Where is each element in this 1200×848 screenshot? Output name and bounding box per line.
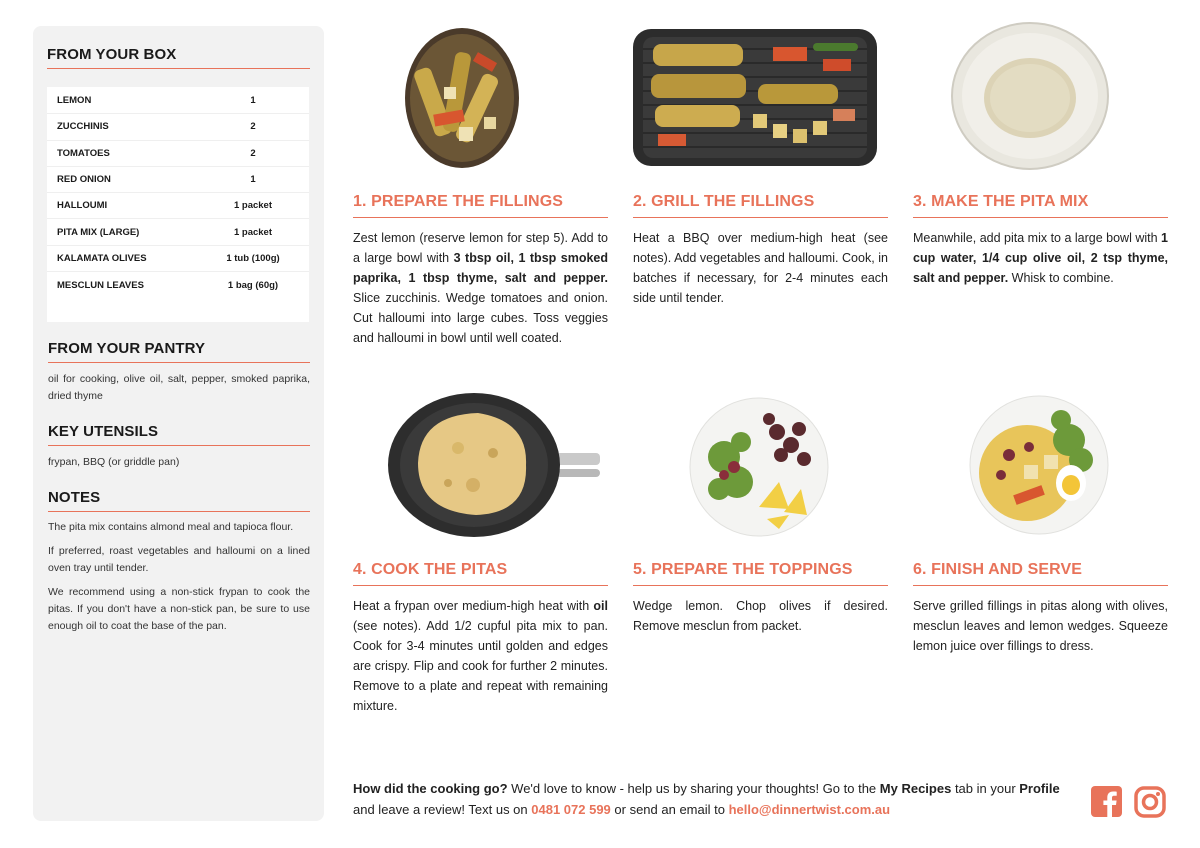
utensils-text: frypan, BBQ (or griddle pan) [48,456,180,468]
ingredient-row [47,193,309,219]
step-4 [353,561,608,716]
ingredient-name: RED ONION [57,174,111,186]
ingredient-row [47,88,309,114]
ingredient-row [47,141,309,167]
step-1 [353,193,608,348]
utensils-section [47,423,310,471]
step-5-photo [689,397,829,537]
ingredient-qty: 2 [250,121,256,133]
facebook-icon[interactable] [1091,786,1122,817]
note-text: We recommend using a non-stick frypan to cook the pitas. If you don't have a non-stick pan, be sure to use enough oil to coat the base of the pan. [48,586,310,632]
step-1-photo [404,27,520,169]
step-2-text: Heat a BBQ over medium-high heat (see notes). Add vegetables and halloumi. Cook, in batches if necessary, for 2-4 minutes each side until tender. [633,231,888,305]
step-6-title: 6. FINISH AND SERVE [913,561,1168,586]
ingredient-name: PITA MIX (LARGE) [57,226,140,238]
pantry-section [47,340,310,405]
step-6-photo [969,395,1109,535]
ingredient-row [47,219,309,245]
step-3-photo [951,22,1110,170]
step-2-title: 2. GRILL THE FILLINGS [633,193,888,218]
ingredient-qty: 1 tub (100g) [226,252,280,264]
ingredient-row [47,246,309,272]
step-1-title: 1. PREPARE THE FILLINGS [353,193,608,218]
step-3 [913,193,1168,288]
ingredient-row [47,114,309,140]
step-2-photo [633,29,877,166]
ingredient-qty: 1 packet [233,226,273,238]
ingredient-name: ZUCCHINIS [57,121,109,133]
step-2 [633,193,888,308]
step-5-title: 5. PREPARE THE TOPPINGS [633,561,888,586]
step-3-text: Meanwhile, add pita mix to a large bowl with 1 cup water, 1/4 cup olive oil, 2 tsp thyme, salt and pepper. Whisk to combine. [913,231,1168,285]
step-4-text: Heat a frypan over medium-high heat with oil (see notes). Add 1/2 cupful pita mix to pan. Cook for 3-4 minutes until golden and edges are crispy. Flip and cook for further 2 minutes. Remove to a plate and repeat with remaining mixture. [353,599,608,713]
instagram-icon[interactable] [1134,786,1166,818]
step-1-text: Zest lemon (reserve lemon for step 5). Add to a large bowl with 3 tbsp oil, 1 tbsp smoked paprika, 1 tbsp thyme, salt and pepper. Slice zucchinis. Wedge tomatoes and onion. Cut halloumi into large cubes. Toss veggies and halloumi in bowl until well coated. [353,231,609,345]
notes-heading: NOTES [48,489,310,512]
step-4-title: 4. COOK THE PITAS [353,561,608,586]
ingredient-qty: 1 bag (60g) [227,279,279,291]
ingredients-table [47,87,309,322]
pantry-heading: FROM YOUR PANTRY [48,340,310,363]
utensils-heading: KEY UTENSILS [48,423,310,446]
feedback-footer: How did the cooking go? We'd love to know - help us by sharing your thoughts! Go to the My Recipes tab in your Profile and leave a review! Text us on 0481 072 599 or send an email to hello@dinnertwist.com.au [353,781,1060,817]
my-recipes-link[interactable]: My Recipes [879,781,952,796]
step-6 [913,561,1168,656]
ingredient-name: TOMATOES [57,147,110,159]
from-your-box-heading: FROM YOUR BOX [47,46,310,69]
ingredient-name: LEMON [57,95,92,107]
step-4-photo [388,393,600,537]
step-3-title: 3. MAKE THE PITA MIX [913,193,1168,218]
ingredient-name: KALAMATA OLIVES [57,252,147,264]
ingredient-name: MESCLUN LEAVES [57,279,144,291]
note-text: If preferred, roast vegetables and halloumi on a lined oven tray until tender. [48,545,310,574]
step-6-text: Serve grilled fillings in pitas along with olives, mesclun leaves and lemon wedges. Squeeze lemon juice over fillings to dress. [913,599,1168,653]
ingredient-row [47,167,309,193]
ingredient-qty: 1 packet [233,200,273,212]
note-text: The pita mix contains almond meal and tapioca flour. [48,521,294,533]
sidebar [33,26,324,821]
ingredient-row [47,272,309,298]
pantry-text: oil for cooking, olive oil, salt, pepper, smoked paprika, dried thyme [48,373,310,402]
ingredient-name: HALLOUMI [57,200,108,212]
step-5-text: Wedge lemon. Chop olives if desired. Remove mesclun from packet. [633,599,888,633]
email-link[interactable]: hello@dinnertwist.com.au [728,802,891,817]
ingredient-qty: 2 [250,147,256,159]
footer-question: How did the cooking go? [353,781,508,796]
notes-section [47,489,310,635]
phone-link[interactable]: 0481 072 599 [531,802,611,817]
profile-link[interactable]: Profile [1019,781,1060,796]
ingredient-qty: 1 [250,174,256,186]
step-5 [633,561,888,636]
ingredient-qty: 1 [250,95,256,107]
